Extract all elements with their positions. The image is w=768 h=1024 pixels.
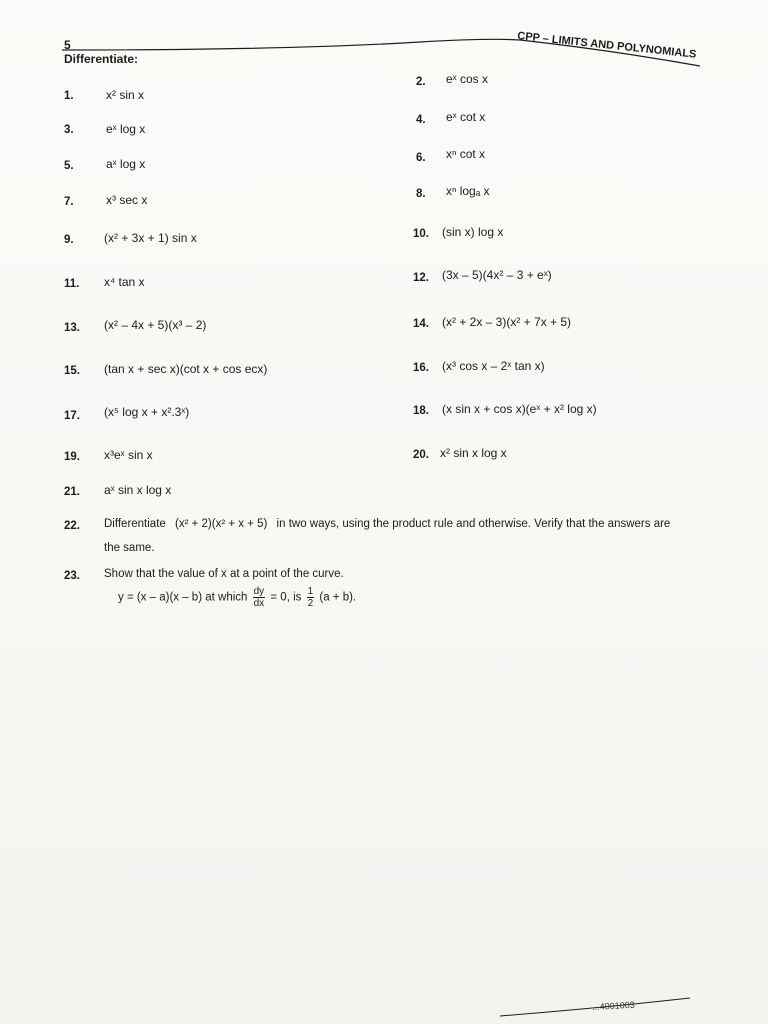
fraction-numerator: 1 bbox=[307, 586, 314, 597]
question-23-result: (a + b). bbox=[319, 591, 357, 604]
question-23-line-2 bbox=[118, 586, 356, 609]
question-number: 13. bbox=[64, 322, 80, 334]
question-23-line-1: Show that the value of x at a point of the curve. bbox=[104, 568, 344, 580]
question-number: 22. bbox=[64, 520, 80, 532]
fraction-denominator: 2 bbox=[307, 598, 314, 609]
question-expression: eˣ cos x bbox=[446, 72, 488, 86]
question-expression: x⁴ tan x bbox=[104, 275, 145, 289]
question-expression: (x² – 4x + 5)(x³ – 2) bbox=[104, 318, 207, 332]
question-expression: (x³ cos x – 2ˣ tan x) bbox=[442, 359, 545, 373]
header-rule bbox=[0, 0, 768, 80]
question-expression: aˣ log x bbox=[106, 157, 146, 171]
question-expression: x³ sec x bbox=[106, 193, 148, 207]
question-number: 4. bbox=[416, 114, 426, 126]
document-title: CPP – LIMITS AND POLYNOMIALS bbox=[516, 30, 697, 61]
question-number: 20. bbox=[413, 449, 429, 461]
question-number: 11. bbox=[64, 278, 80, 290]
question-number: 23. bbox=[64, 570, 80, 582]
question-22-expression: (x² + 2)(x² + x + 5) bbox=[175, 518, 268, 530]
question-expression: (x² + 2x – 3)(x² + 7x + 5) bbox=[442, 315, 572, 329]
question-expression: xⁿ cot x bbox=[446, 147, 486, 161]
question-number: 18. bbox=[413, 405, 429, 417]
footer-rule bbox=[0, 990, 768, 1024]
question-expression: xⁿ logₐ x bbox=[446, 184, 490, 198]
footer-code: ...4001003 bbox=[592, 999, 636, 1012]
question-number: 9. bbox=[64, 234, 74, 246]
question-23-condition: = 0, is bbox=[270, 591, 302, 604]
question-number: 6. bbox=[416, 152, 426, 164]
question-22-line-1 bbox=[104, 518, 670, 530]
question-number: 2. bbox=[416, 76, 426, 88]
question-number: 3. bbox=[64, 124, 74, 136]
one-half-fraction bbox=[307, 586, 315, 609]
question-22-text-b: in two ways, using the product rule and otherwise. Verify that the answers are bbox=[276, 518, 671, 530]
fraction-denominator: dx bbox=[253, 598, 265, 609]
question-expression: (x sin x + cos x)(eˣ + x² log x) bbox=[442, 402, 597, 416]
question-number: 17. bbox=[64, 410, 80, 422]
question-number: 12. bbox=[413, 272, 429, 284]
question-expression: x³eˣ sin x bbox=[104, 448, 153, 462]
question-number: 1. bbox=[64, 90, 74, 102]
section-title: Differentiate: bbox=[64, 52, 139, 66]
question-number: 10. bbox=[413, 228, 429, 240]
question-number: 21. bbox=[64, 486, 80, 498]
question-22-line-2: the same. bbox=[104, 542, 155, 554]
question-expression: eˣ log x bbox=[106, 122, 146, 136]
dy-dx-fraction bbox=[253, 586, 266, 609]
question-number: 16. bbox=[413, 362, 429, 374]
question-number: 8. bbox=[416, 188, 426, 200]
question-number: 7. bbox=[64, 196, 74, 208]
fraction-numerator: dy bbox=[253, 586, 265, 597]
question-expression: x² sin x log x bbox=[440, 446, 507, 460]
question-expression: (3x – 5)(4x² – 3 + eˣ) bbox=[442, 268, 552, 282]
question-number: 19. bbox=[64, 451, 80, 463]
question-number: 5. bbox=[64, 160, 74, 172]
question-expression: (sin x) log x bbox=[442, 225, 504, 239]
question-23-equation: y = (x – a)(x – b) at which bbox=[118, 591, 248, 604]
question-expression: x² sin x bbox=[106, 88, 145, 102]
question-22-text-a: Differentiate bbox=[104, 518, 166, 530]
question-expression: aˣ sin x log x bbox=[104, 483, 172, 497]
question-expression: (tan x + sec x)(cot x + cos ecx) bbox=[104, 362, 268, 376]
question-expression: (x² + 3x + 1) sin x bbox=[104, 231, 197, 245]
question-expression: (x⁵ log x + x².3ˣ) bbox=[104, 405, 190, 419]
question-number: 15. bbox=[64, 365, 80, 377]
question-number: 14. bbox=[413, 318, 429, 330]
page-number: 5 bbox=[64, 38, 71, 52]
question-expression: eˣ cot x bbox=[446, 110, 486, 124]
